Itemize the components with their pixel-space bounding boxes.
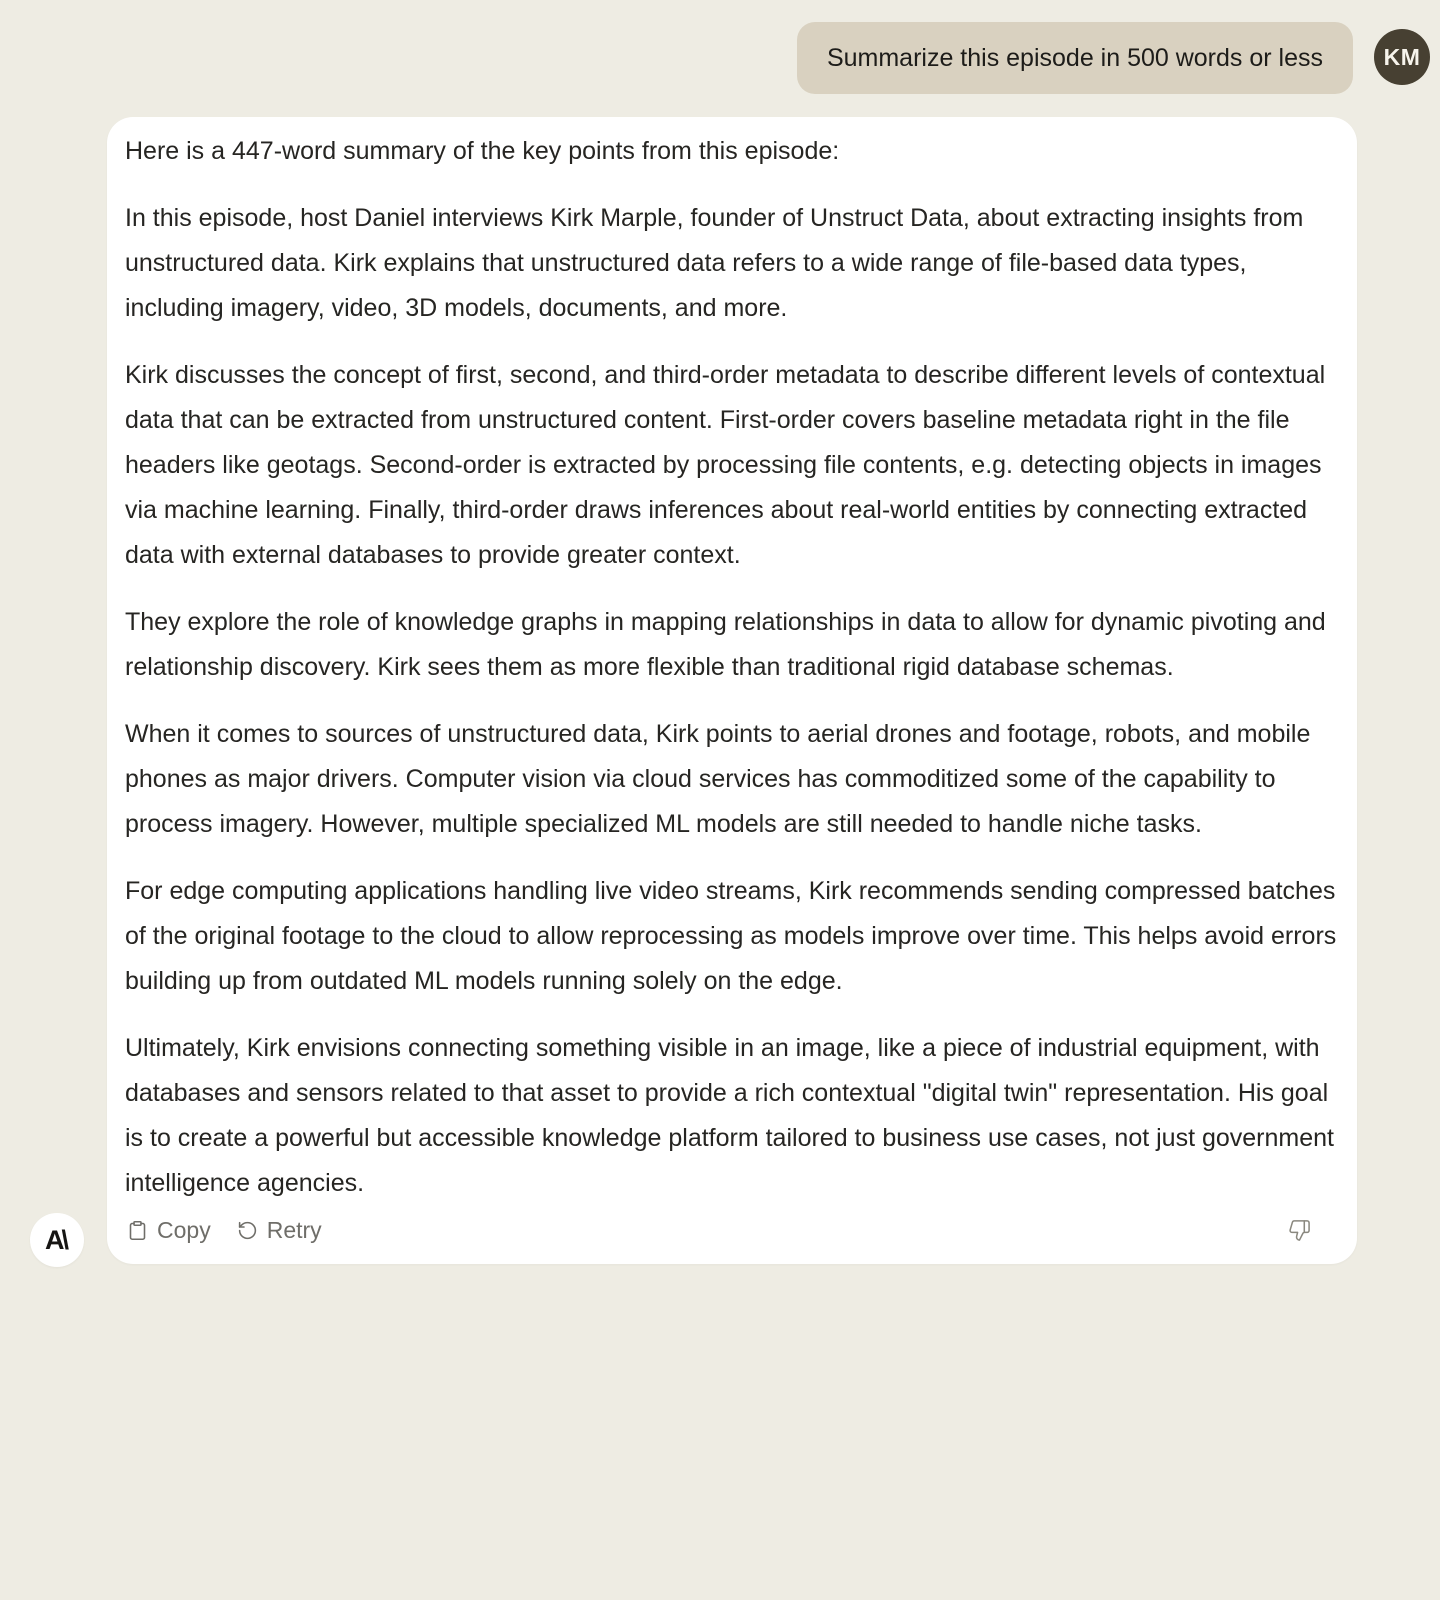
assistant-paragraph: Ultimately, Kirk envisions connecting something visible in an image, like a piece of industrial equipment, with databases and sensors related to that asset to provide a rich contextual "digital twin" representation. His goal is to create a powerful but accessible knowledge platform tailored to business use cases, not just government intelligence agencies.	[125, 1034, 1334, 1197]
user-message-row	[0, 0, 1440, 94]
thumbs-down-button[interactable]	[1288, 1219, 1311, 1242]
assistant-paragraph: They explore the role of knowledge graphs in mapping relationships in data to allow for dynamic pivoting and relationship discovery. Kirk sees them as more flexible than traditional rigid database schemas.	[125, 608, 1326, 681]
assistant-paragraph: Here is a 447-word summary of the key points from this episode:	[125, 137, 840, 165]
copy-button[interactable]	[127, 1217, 211, 1244]
message-action-bar	[125, 1211, 1339, 1249]
assistant-paragraph: In this episode, host Daniel interviews Kirk Marple, founder of Unstruct Data, about extracting insights from unstructured data. Kirk explains that unstructured data refers to a wide range of file-based data types, including imagery, video, 3D models, documents, and more.	[125, 204, 1304, 322]
assistant-message-row	[45, 117, 1357, 1264]
anthropic-logo-icon: A\	[45, 1224, 66, 1255]
user-avatar-initials: KM	[1383, 43, 1421, 70]
thumbs-down-icon	[1288, 1219, 1311, 1242]
assistant-paragraph: Kirk discusses the concept of first, second, and third-order metadata to describe different levels of contextual data that can be extracted from unstructured content. First-order covers baseline metadata right in the file headers like geotags. Second-order is extracted by processing file contents, e.g. detecting objects in images via machine learning. Finally, third-order draws inferences about real-world entities by connecting extracted data with external databases to provide greater context.	[125, 361, 1326, 569]
user-message-bubble	[797, 22, 1353, 94]
rotate-ccw-icon	[237, 1220, 258, 1241]
clipboard-icon	[127, 1220, 148, 1241]
retry-button[interactable]	[237, 1217, 322, 1244]
claude-avatar	[30, 1213, 84, 1267]
copy-button-label: Copy	[157, 1216, 211, 1243]
retry-button-label: Retry	[266, 1216, 322, 1243]
message-actions-left	[127, 1217, 322, 1244]
user-avatar[interactable]	[1374, 29, 1430, 85]
assistant-paragraph: For edge computing applications handling live video streams, Kirk recommends sending compressed batches of the original footage to the cloud to allow reprocessing as models improve over time. This helps avoid errors building up from outdated ML models running solely on the edge.	[125, 877, 1337, 995]
assistant-paragraph: When it comes to sources of unstructured data, Kirk points to aerial drones and footage, robots, and mobile phones as major drivers. Computer vision via cloud services has commoditized some of the capability to process imagery. However, multiple specialized ML models are still needed to handle niche tasks.	[125, 720, 1311, 838]
assistant-message-card	[107, 117, 1357, 1264]
user-message-text: Summarize this episode in 500 words or less	[826, 44, 1323, 72]
